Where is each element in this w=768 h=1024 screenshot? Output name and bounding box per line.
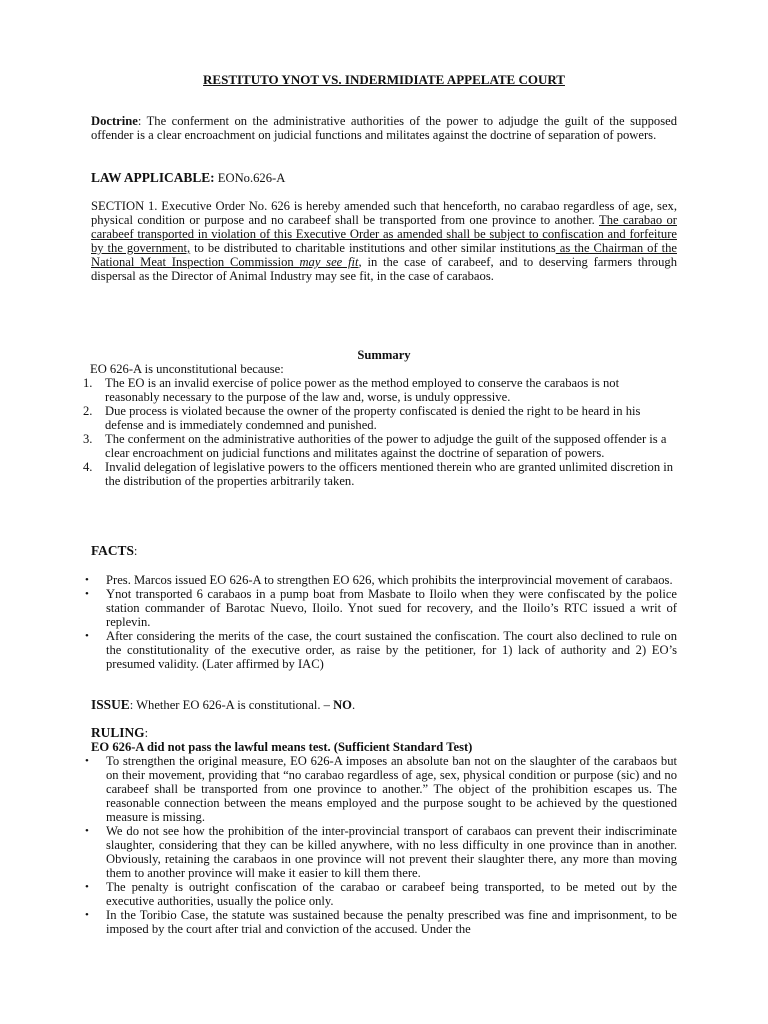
bullet-icon: •	[85, 909, 89, 921]
issue-answer: NO	[333, 698, 352, 712]
ruling-item	[85, 754, 677, 824]
bullet-icon: •	[85, 574, 89, 586]
bullet-icon: •	[85, 881, 89, 893]
summary-heading: Summary	[357, 348, 411, 362]
ruling-heading	[91, 726, 677, 740]
section-text-3: to be distributed to charitable institutions and other similar institutions	[190, 241, 556, 255]
ruling-subheading: EO 626-A did not pass the lawful means test. (Sufficient Standard Test)	[91, 740, 473, 754]
section-text-2: The carabao or carabeef transported in violation of this Executive Order as amended shall be subject to confiscation and forfeiture by the government,	[91, 213, 677, 255]
law-value: EONo.626-A	[214, 171, 286, 185]
issue-text: : Whether EO 626-A is constitutional. –	[129, 698, 334, 712]
ruling-item-text: The penalty is outright confiscation of the carabao or carabeef being transported, to be meted out by the executive authorities, usually the police only.	[106, 880, 677, 908]
section-paragraph	[91, 199, 677, 283]
facts-section	[85, 573, 677, 671]
summary-item-number: 1.	[83, 376, 93, 390]
summary-section	[83, 362, 676, 488]
ruling-item	[85, 824, 677, 880]
ruling-section	[85, 754, 677, 936]
facts-colon: :	[133, 544, 138, 558]
summary-item-text: The conferment on the administrative authorities of the power to adjudge the guilt of the supposed offender is a clear encroachment on judicial functions and militates against the doctrine of separation of powers.	[105, 432, 667, 460]
ruling-list	[85, 754, 677, 936]
summary-list	[83, 376, 676, 488]
ruling-item	[85, 880, 677, 908]
summary-intro: EO 626-A is unconstitutional because:	[90, 362, 284, 376]
ruling-item-text: To strengthen the original measure, EO 626-A imposes an absolute ban not on the slaughter of the carabaos but on their movement, providing that “no carabao regardless of age, sex, physical condition or purpose (sic) and no carabeef shall be transported from one province to another.” The object of the prohibition escapes us. The reasonable connection between the means employed and the purpose sought to be achieved by the questioned measure is missing.	[106, 754, 677, 824]
facts-item-text: Ynot transported 6 carabaos in a pump boat from Masbate to Iloilo when they were confiscated by the police station commander of Barotac Nuevo, Iloilo. Ynot sued for recovery, and the Iloilo’s RTC issued a writ of replevin.	[106, 587, 677, 629]
facts-item-text: Pres. Marcos issued EO 626-A to strengthen EO 626, which prohibits the interprovincial movement of carabaos.	[106, 573, 673, 587]
facts-item	[85, 587, 677, 629]
doctrine-label: Doctrine	[91, 114, 138, 128]
summary-item	[83, 432, 676, 460]
summary-item-text: Due process is violated because the owner of the property confiscated is denied the right to be heard in his defense and is immediately condemned and punished.	[105, 404, 641, 432]
summary-item-number: 3.	[83, 432, 93, 446]
section-text-5: may see fit	[299, 255, 359, 269]
doctrine-text: : The conferment on the administrative authorities of the power to adjudge the guilt of the supposed offender is a clear encroachment on judicial functions and militates against the doctrine of separation of powers.	[91, 114, 677, 142]
ruling-item-text: We do not see how the prohibition of the inter-provincial transport of carabaos can prevent their indiscriminate slaughter, considering that they can be killed anywhere, with no less difficulty in one province than in another. Obviously, retaining the carabaos in one province will not prevent their slaughter there, any more than moving them to another province will make it easier to kill them there.	[106, 824, 677, 880]
ruling-item-text: In the Toribio Case, the statute was sustained because the penalty prescribed was fine and imprisonment, to be imposed by the court after trial and conviction of the accused. Under the	[106, 908, 677, 936]
summary-item	[83, 376, 676, 404]
facts-list	[85, 573, 677, 671]
bullet-icon: •	[85, 588, 89, 600]
section-text-4: as the Chairman of the National Meat Inspection Commission	[91, 241, 677, 269]
facts-item	[85, 629, 677, 671]
summary-item-text: The EO is an invalid exercise of police power as the method employed to conserve the carabaos is not reasonably necessary to the purpose of the law and, worse, is unduly oppressive.	[105, 376, 620, 404]
section-text-1: SECTION 1. Executive Order No. 626 is hereby amended such that henceforth, no carabao regardless of age, sex, physical condition or purpose and no carabeef shall be transported from one province to another.	[91, 199, 677, 227]
ruling-item	[85, 908, 677, 936]
law-label: LAW APPLICABLE:	[91, 170, 215, 185]
summary-item-number: 2.	[83, 404, 93, 418]
doctrine-paragraph	[91, 114, 677, 142]
section-text-6: , in the case of carabeef, and to deserving farmers through dispersal as the Director of Animal Industry may see fit, in the case of carabaos.	[91, 255, 677, 283]
facts-heading	[91, 544, 677, 558]
issue-end: .	[351, 698, 356, 712]
bullet-icon: •	[85, 630, 89, 642]
issue-paragraph	[91, 698, 677, 712]
facts-label: FACTS	[91, 543, 134, 558]
bullet-icon: •	[85, 825, 89, 837]
bullet-icon: •	[85, 755, 89, 767]
issue-label: ISSUE	[91, 697, 130, 712]
case-title: RESTITUTO YNOT VS. INDERMIDIATE APPELATE COURT	[203, 72, 565, 87]
law-applicable	[91, 171, 677, 185]
ruling-label: RULING	[91, 725, 145, 740]
summary-item-number: 4.	[83, 460, 93, 474]
summary-item-text: Invalid delegation of legislative powers to the officers mentioned therein who are granted unlimited discretion in the distribution of the properties arbitrarily taken.	[105, 460, 674, 488]
summary-item	[83, 404, 676, 432]
summary-item	[83, 460, 676, 488]
facts-item-text: After considering the merits of the case, the court sustained the confiscation. The court also declined to rule on the constitutionality of the executive order, as raise by the petitioner, for 1) lack of authority and 2) EO’s presumed validity. (Later affirmed by IAC)	[106, 629, 677, 671]
facts-item	[85, 573, 677, 587]
ruling-colon: :	[144, 726, 149, 740]
